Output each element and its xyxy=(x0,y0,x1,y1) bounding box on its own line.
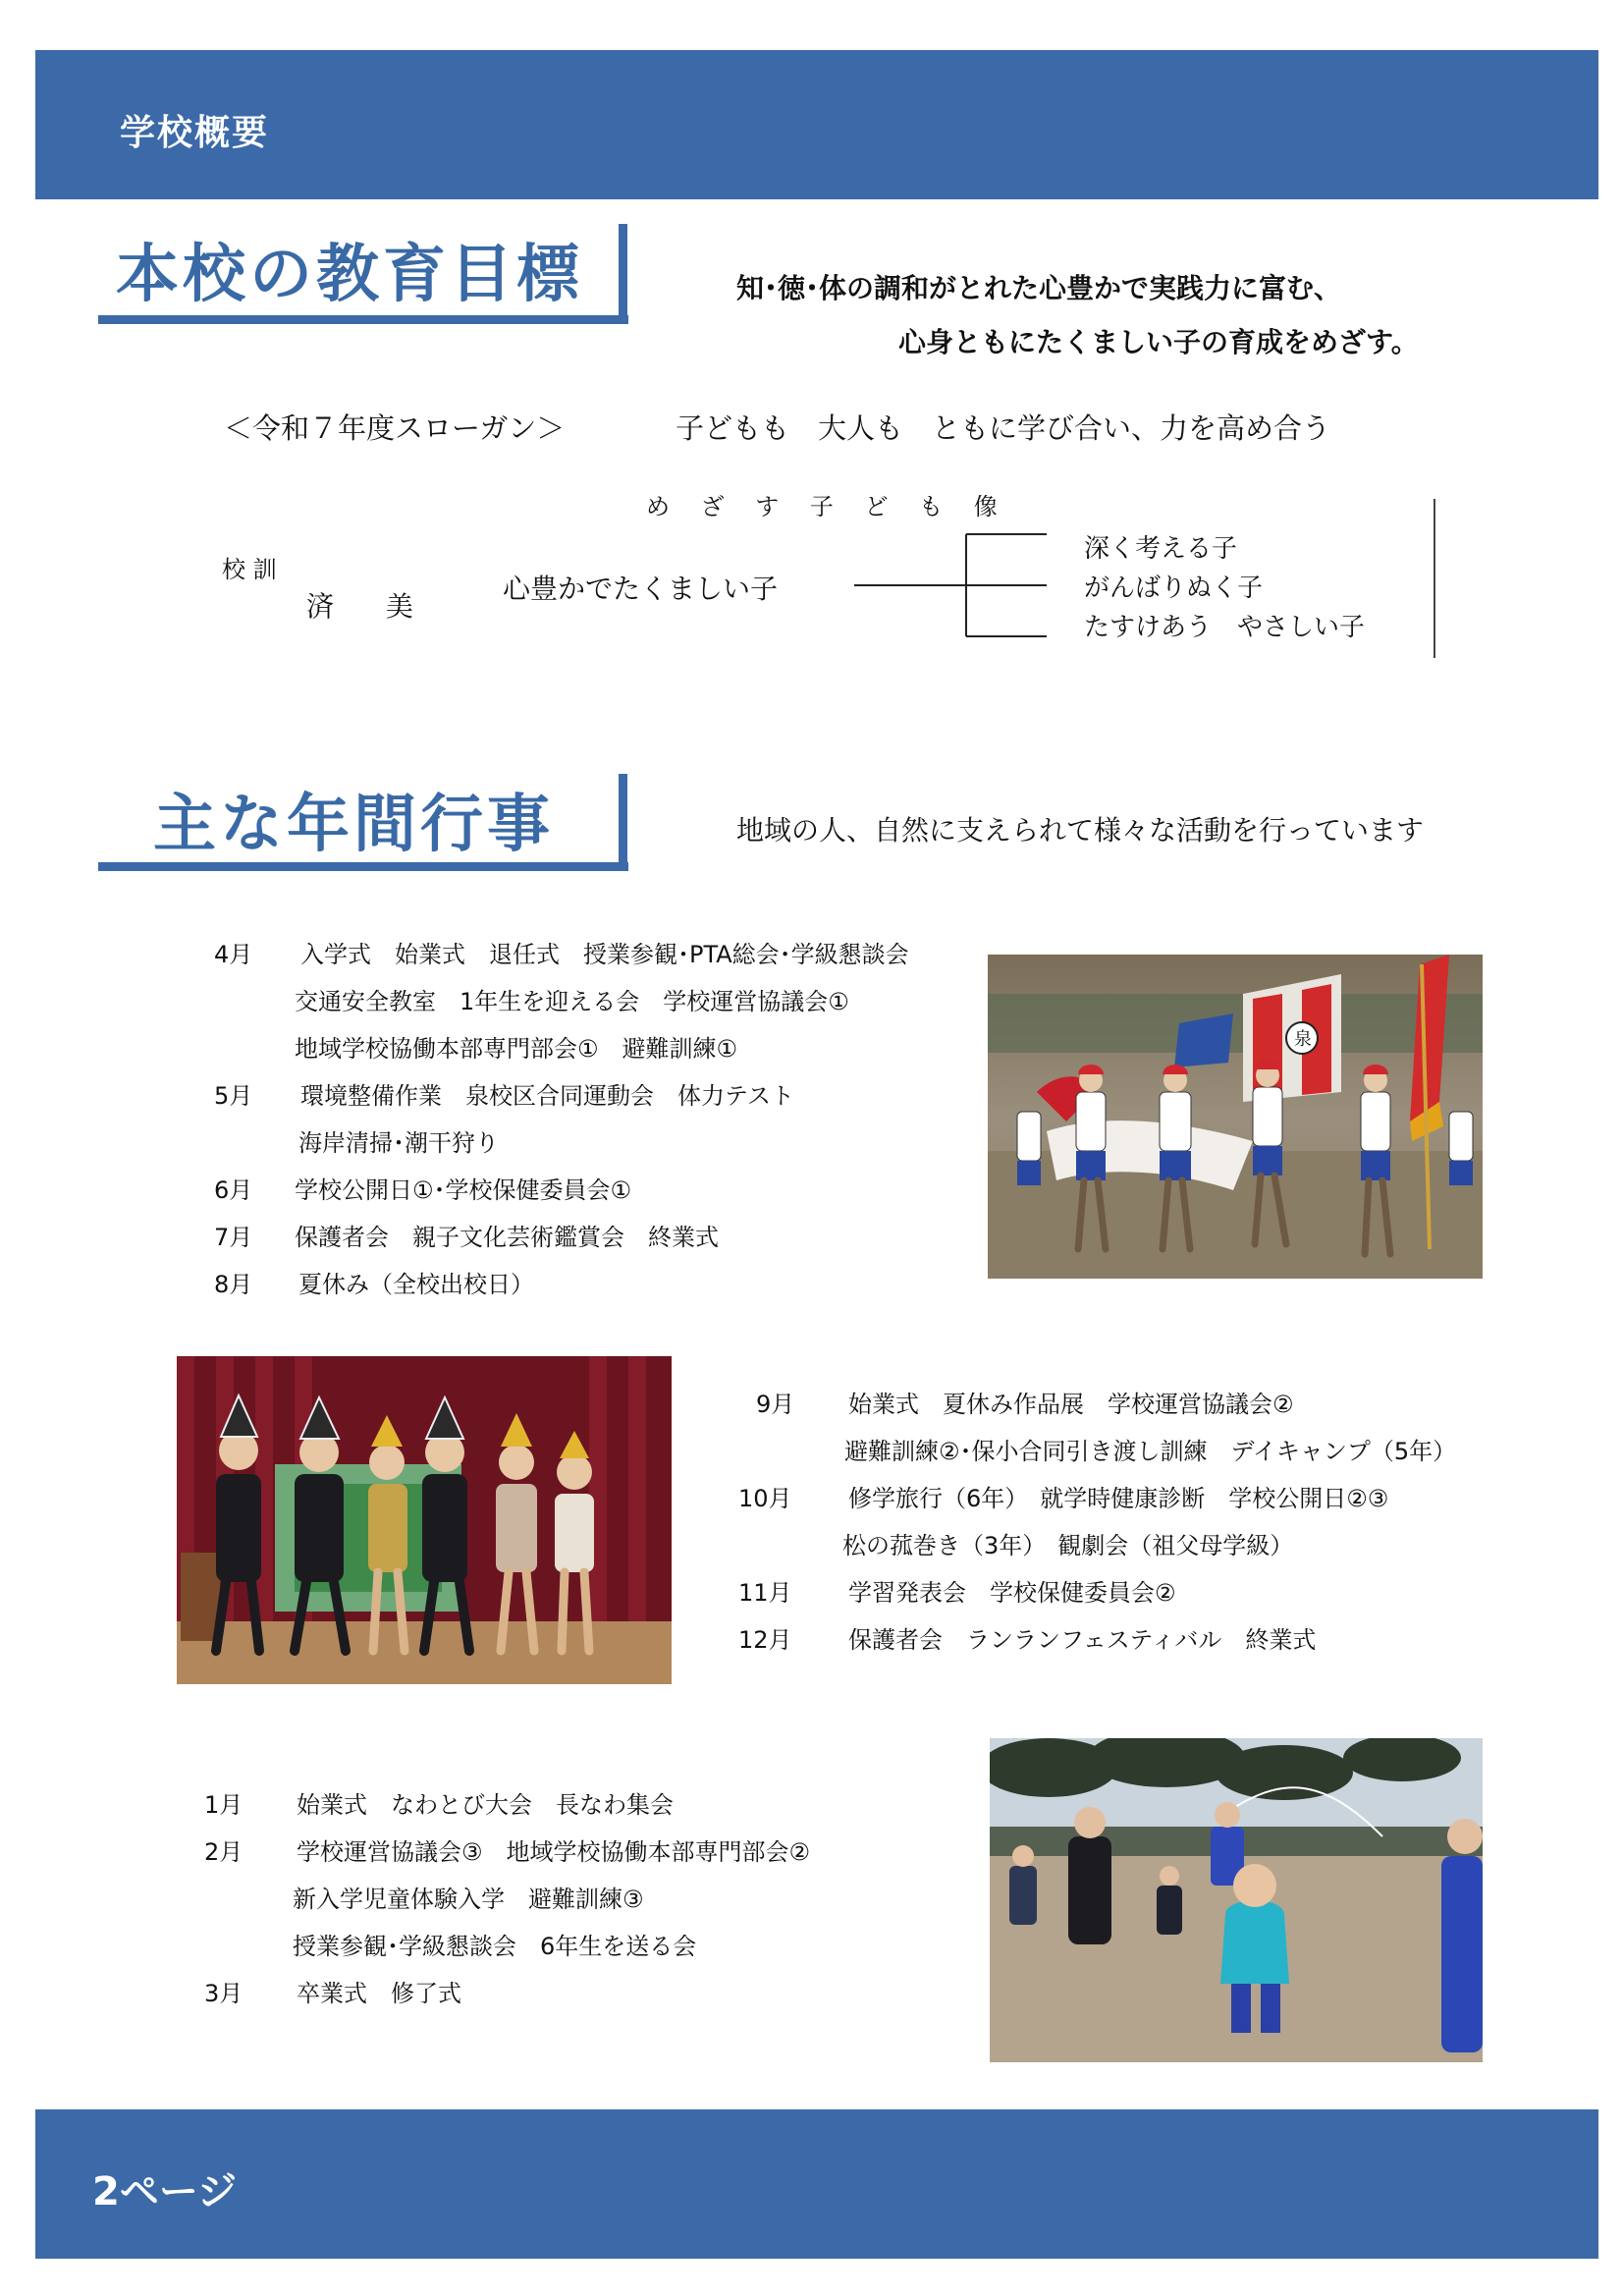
event-month: 5月 xyxy=(214,1082,253,1110)
events-heading-bar xyxy=(619,774,627,871)
event-text: 始業式 夏休み作品展 学校運営協議会② xyxy=(848,1391,1294,1418)
event-text: 環境整備作業 泉校区合同運動会 体力テスト xyxy=(300,1082,795,1110)
slogan-text: 子どもも 大人も ともに学び合い、力を高め合う xyxy=(676,411,1331,445)
event-month: 3月 xyxy=(204,1980,243,2007)
event-month: 8月 xyxy=(214,1271,253,1298)
motto-right-rule xyxy=(1434,499,1435,658)
event-text: 松の菰巻き（3年） 観劇会（祖父母学級） xyxy=(842,1532,1294,1559)
event-month: 10月 xyxy=(738,1485,792,1512)
event-month: 1月 xyxy=(204,1791,243,1819)
header-title: 学校概要 xyxy=(120,113,270,153)
event-text: 学習発表会 学校保健委員会② xyxy=(848,1579,1176,1607)
branch-2: がんばりぬく子 xyxy=(1084,574,1264,603)
goal-line-2: 心身ともにたくましい子の育成をめざす。 xyxy=(898,326,1419,358)
slogan-label: ＜令和７年度スローガン＞ xyxy=(224,411,566,445)
event-month: 7月 xyxy=(214,1224,253,1251)
events-heading-underline xyxy=(98,862,628,871)
flag-emblem: 泉 xyxy=(1294,1029,1312,1050)
event-text: 修学旅行（6年） 就学時健康診断 学校公開日②③ xyxy=(848,1485,1389,1512)
event-text: 授業参観･学級懇談会 6年生を送る会 xyxy=(293,1933,697,1960)
footer-bar xyxy=(35,2109,1598,2259)
events-heading: 主な年間行事 xyxy=(153,789,554,861)
ideal-child-label: め ざ す 子 ど も 像 xyxy=(646,493,1009,520)
event-text: 始業式 なわとび大会 長なわ集会 xyxy=(297,1791,674,1819)
sports-day-photo xyxy=(988,955,1483,1279)
event-month: 9月 xyxy=(756,1391,795,1418)
event-month: 6月 xyxy=(214,1176,253,1204)
header-bar xyxy=(35,50,1598,199)
goals-heading: 本校の教育目標 xyxy=(116,239,583,311)
events-block-spring xyxy=(214,935,980,1308)
event-text: 卒業式 修了式 xyxy=(297,1980,461,2007)
page-number: 2ページ xyxy=(92,2169,238,2214)
ideal-child-center: 心豊かでたくましい子 xyxy=(503,573,779,605)
school-motto: 済 美 xyxy=(306,590,435,623)
events-block-autumn xyxy=(738,1385,1524,1669)
events-subtitle: 地域の人、自然に支えられて様々な活動を行っています xyxy=(736,814,1425,847)
goal-line-1: 知･徳･体の調和がとれた心豊かで実践力に富む、 xyxy=(736,272,1342,304)
event-text: 地域学校協働本部専門部会① 避難訓練① xyxy=(295,1035,738,1063)
event-month: 4月 xyxy=(214,941,253,968)
event-month: 12月 xyxy=(738,1626,792,1654)
goals-heading-box xyxy=(98,222,628,326)
event-text: 入学式 始業式 退任式 授業参観･PTA総会･学級懇談会 xyxy=(300,941,909,968)
event-text: 交通安全教室 1年生を迎える会 学校運営協議会① xyxy=(295,988,849,1015)
goals-heading-bar xyxy=(619,224,627,324)
events-block-winter xyxy=(204,1785,950,2021)
event-text: 学校運営協議会③ 地域学校協働本部専門部会② xyxy=(297,1838,811,1866)
event-text: 学校公開日①･学校保健委員会① xyxy=(295,1176,632,1204)
event-text: 新入学児童体験入学 避難訓練③ xyxy=(293,1886,644,1913)
event-month: 11月 xyxy=(738,1579,792,1607)
school-motto-label: 校 訓 xyxy=(222,556,277,583)
event-text: 保護者会 ランランフェスティバル 終業式 xyxy=(848,1626,1317,1654)
branch-1: 深く考える子 xyxy=(1084,534,1238,564)
event-text: 海岸清掃･潮干狩り xyxy=(298,1129,499,1157)
event-text: 避難訓練②･保小合同引き渡し訓練 デイキャンプ（5年） xyxy=(844,1438,1457,1465)
events-heading-box xyxy=(98,772,628,876)
goals-heading-underline xyxy=(98,315,628,324)
event-text: 保護者会 親子文化芸術鑑賞会 終業式 xyxy=(295,1224,719,1251)
branch-3: たすけあう やさしい子 xyxy=(1084,613,1366,642)
event-text: 夏休み（全校出校日） xyxy=(298,1271,534,1298)
jump-rope-photo xyxy=(990,1738,1483,2062)
motto-connector xyxy=(844,526,1060,644)
event-month: 2月 xyxy=(204,1838,243,1866)
stage-play-photo xyxy=(177,1356,672,1684)
